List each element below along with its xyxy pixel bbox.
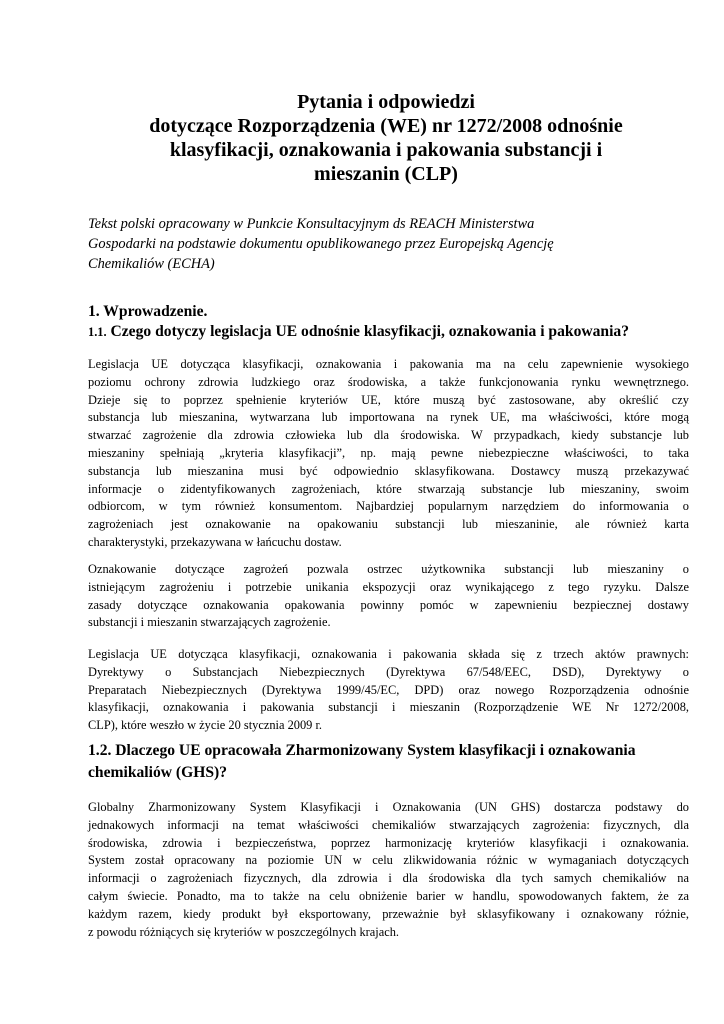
paragraph-line: substancji i mieszanin stwarzających zagrożenie. xyxy=(88,615,331,630)
question-heading-1-1 xyxy=(88,321,629,343)
paragraph-line: poziomu ochrony zdrowia ludzkiego oraz środowiska, a także funkcjonowania rynku wewnętrznego. xyxy=(88,374,689,389)
paragraph-line: jednakowych informacji na temat właściwości chemikaliów stwarzających zagrożenia: fizycznych, dla xyxy=(88,817,689,832)
title-line: mieszanin (CLP) xyxy=(314,163,458,185)
heading-line: chemikaliów (GHS)? xyxy=(88,764,228,781)
document-title xyxy=(80,90,692,186)
question-heading-1-2 xyxy=(88,740,698,784)
subtitle-line: Tekst polski opracowany w Punkcie Konsultacyjnym ds REACH Ministerstwa xyxy=(88,216,535,232)
paragraph-line: zagrożeniach jest oznakowanie na opakowaniu substancji lub mieszaninie, ale również karta xyxy=(88,517,689,532)
question-number: 1.1. xyxy=(88,325,107,339)
paragraph-line: Oznakowanie dotyczące zagrożeń pozwala ostrzec użytkownika substancji lub mieszaniny o xyxy=(88,562,689,576)
paragraph-line: charakterystyki, przekazywana w łańcuchu dostaw. xyxy=(88,534,342,549)
paragraph-line: istniejącym zagrożeniu i potrzebie unikania ekspozycji oraz wynikającego z tego ryzyku. Dalsze xyxy=(88,579,689,594)
paragraph-line: Dyrektywy o Substancjach Niebezpiecznych (Dyrektywa 67/548/EEC, DSD), Dyrektywy o xyxy=(88,664,689,679)
paragraph-line: środowiska, zdrowia i bezpieczeństwa, poprzez harmonizację kryteriów klasyfikacji i oznakowania. xyxy=(88,835,689,850)
paragraph-line: całym świecie. Ponadto, ma to także na celu obniżenie barier w handlu, spowodowanych faktem, że za xyxy=(88,888,689,903)
paragraph-line: mieszaniny spełniają „kryteria klasyfikacji”, np. mają pewne niebezpieczne właściwości, to taka xyxy=(88,445,689,460)
paragraph-hazard-labelling xyxy=(88,561,689,632)
document-subtitle xyxy=(88,214,648,274)
paragraph-line: zasady dotyczące oznakowania opakowania powinny pomóc w zapewnieniu bezpiecznej dostawy xyxy=(88,597,689,612)
paragraph-line: substancja lub mieszanina musi być odpowiednio sklasyfikowana. Dostawcy muszą przekazywać xyxy=(88,463,689,478)
question-text: Czego dotyczy legislacja UE odnośnie klasyfikacji, oznakowania i pakowania? xyxy=(110,323,630,340)
paragraph-line: Dzieje się to poprzez spełnienie kryteriów UE, które muszą być zastosowane, aby określić czy xyxy=(88,392,689,407)
subtitle-line: Chemikaliów (ECHA) xyxy=(88,256,215,272)
paragraph-line: z powodu różniących się kryteriów w poszczególnych krajach. xyxy=(88,924,400,939)
title-line: Pytania i odpowiedzi xyxy=(297,91,475,113)
paragraph-line: Legislacja UE dotycząca klasyfikacji, oznakowania i pakowania składa się z trzech aktów prawnych: xyxy=(88,647,689,661)
paragraph-line: System został opracowany na poziomie UN w celu zlikwidowania różnic w wymaganiach dotyczących xyxy=(88,853,689,868)
paragraph-line: każdym razem, kiedy produkt był eksportowany, przeważnie był sklasyfikowany i oznakowany różnie, xyxy=(88,906,689,921)
paragraph-legislation-purpose xyxy=(88,356,689,552)
paragraph-line: Preparatach Niebezpiecznych (Dyrektywa 1999/45/EC, DPD) oraz nowego Rozporządzenia odnośnie xyxy=(88,682,689,697)
paragraph-line: Legislacja UE dotycząca klasyfikacji, oznakowania i pakowania ma na celu zapewnienie wysokiego xyxy=(88,357,689,371)
paragraph-line: CLP), które weszło w życie 20 stycznia 2009 r. xyxy=(88,718,322,733)
title-line: klasyfikacji, oznakowania i pakowania substancji i xyxy=(169,139,603,161)
paragraph-ghs-overview xyxy=(88,799,689,941)
paragraph-line: informacji o zagrożeniach fizycznych, dla zdrowia i dla środowiska dla tych samych chemikaliów na xyxy=(88,871,689,886)
paragraph-line: stwarzać zagrożenie dla zdrowia człowieka lub dla środowiska. W przypadkach, kiedy substancje lub xyxy=(88,428,689,443)
title-line: dotyczące Rozporządzenia (WE) nr 1272/2008 odnośnie xyxy=(149,115,623,137)
subtitle-line: Gospodarki na podstawie dokumentu opublikowanego przez Europejską Agencję xyxy=(88,236,554,252)
paragraph-legal-acts xyxy=(88,646,689,735)
paragraph-line: Globalny Zharmonizowany System Klasyfikacji i Oznakowania (UN GHS) dostarcza podstawy do xyxy=(88,800,689,814)
section-heading-introduction: 1. Wprowadzenie. xyxy=(88,303,208,320)
paragraph-line: substancja lub mieszanina, wytwarzana lub importowana na rynek UE, ma właściwości, które mogą xyxy=(88,410,689,425)
heading-line: 1.2. Dlaczego UE opracowała Zharmonizowany System klasyfikacji i oznakowania xyxy=(88,742,636,759)
paragraph-line: informacje o zidentyfikowanych zagrożeniach, które stwarzają substancje lub mieszaniny, swoim xyxy=(88,481,689,496)
paragraph-line: odbiorcom, w tym również konsumentom. Najbardziej popularnym narzędziem do informowania o xyxy=(88,499,689,514)
paragraph-line: klasyfikacji, oznakowania i pakowania substancji i mieszanin (Rozporządzenie WE Nr 1272/2008, xyxy=(88,700,689,715)
